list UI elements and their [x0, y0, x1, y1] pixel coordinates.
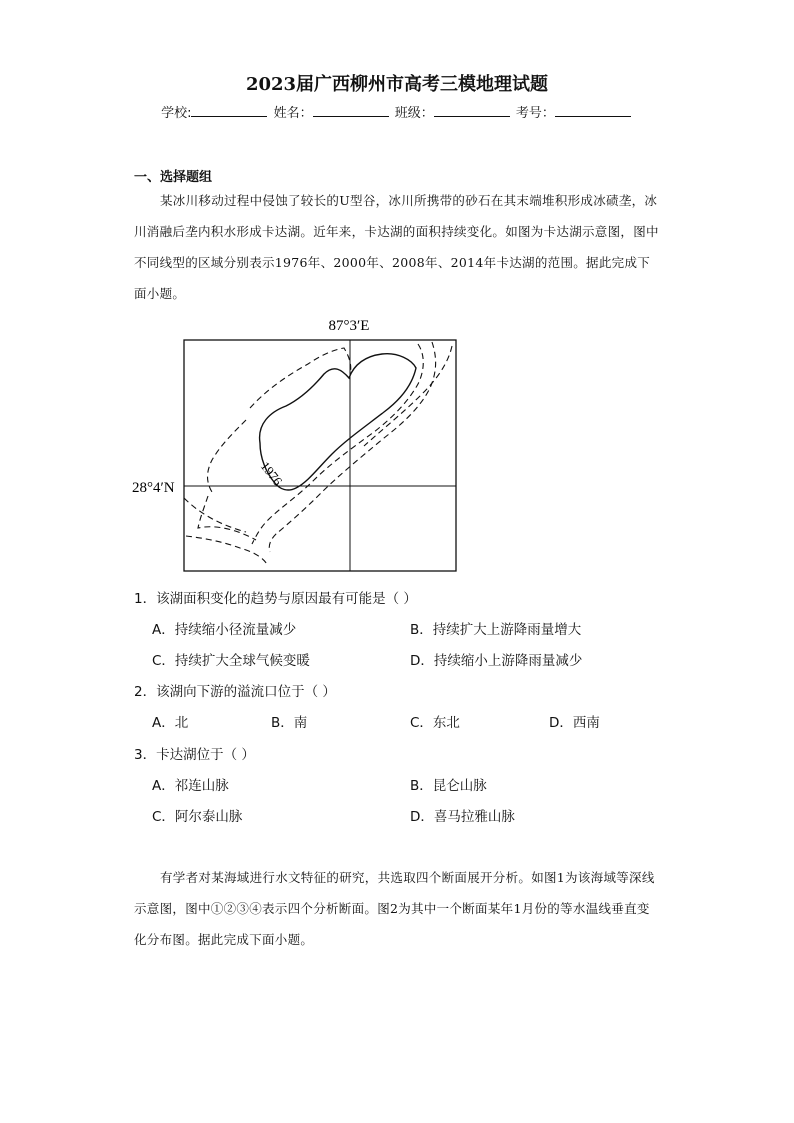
- question-3-option-c[interactable]: C．阿尔泰山脉: [152, 809, 243, 825]
- class-label: 班级：: [394, 106, 434, 121]
- year-label-1976: 1976: [257, 458, 286, 489]
- lake-outline-dashed-b: [252, 344, 423, 544]
- map-frame: [184, 340, 456, 571]
- question-2-option-a[interactable]: A．北: [152, 715, 189, 731]
- school-blank[interactable]: [191, 104, 267, 117]
- name-blank[interactable]: [313, 104, 389, 117]
- lake-outline-dashed-a: [250, 348, 351, 408]
- question-2-option-d[interactable]: D．西南: [549, 715, 600, 731]
- lake-outline-dashed-h: [186, 536, 268, 566]
- question-1-option-d[interactable]: D．持续缩小上游降雨量减少: [410, 653, 583, 669]
- question-2-stem: 2．该湖向下游的溢流口位于（ ）: [134, 684, 336, 700]
- longitude-label: 87°3′E: [328, 318, 370, 334]
- question-3-option-d[interactable]: D．喜马拉雅山脉: [410, 809, 515, 825]
- lake-outline-1976: [257, 354, 416, 490]
- class-blank[interactable]: [434, 104, 510, 117]
- latitude-label: 28°4′N: [132, 480, 175, 496]
- lake-outline-dashed-f: [198, 496, 256, 540]
- question-3-option-a[interactable]: A．祁连山脉: [152, 778, 229, 794]
- name-label: 姓名：: [273, 106, 313, 121]
- question-1-option-a[interactable]: A．持续缩小径流量减少: [152, 622, 297, 638]
- lake-outline-dashed-e: [208, 420, 247, 492]
- question-3-stem: 3．卡达湖位于（ ）: [134, 747, 255, 763]
- exam-title: 2023届广西柳州市高考三模地理试题: [245, 74, 549, 95]
- lake-outline-dashed-d: [364, 346, 452, 446]
- exam-number-label: 考号：: [515, 106, 555, 121]
- passage-sea-area: 有学者对某海域进行水文特征的研究，共选取四个断面展开分析。如图1为该海域等深线示意图，图中①②③④表示四个分析断面。图2为其中一个断面某年1月份的等水温线垂直变化分布图。据此完成下面小题。: [134, 870, 655, 947]
- question-1-option-c[interactable]: C．持续扩大全球气候变暖: [152, 653, 310, 669]
- question-2-option-c[interactable]: C．东北: [410, 715, 460, 731]
- lake-outline-dashed-c: [269, 342, 435, 552]
- student-info-line: [0, 102, 794, 121]
- question-2-option-b[interactable]: B．南: [271, 715, 308, 731]
- question-1-option-b[interactable]: B．持续扩大上游降雨量增大: [410, 622, 582, 638]
- section-title: 一、选择题组: [134, 170, 213, 185]
- lake-map: [120, 312, 480, 576]
- passage-glacier-lake: 某冰川移动过程中侵蚀了较长的U型谷，冰川所携带的砂石在其末端堆积形成冰碛垄，冰川消融后垄内积水形成卡达湖。近年来，卡达湖的面积持续变化。如图为卡达湖示意图，图中不同线型的区域分别表示1976年、2000年、2008年、2014年卡达湖的范围。据此完成下面小题。: [134, 193, 659, 301]
- school-label: 学校:: [161, 106, 192, 121]
- question-3-option-b[interactable]: B．昆仑山脉: [410, 778, 487, 794]
- question-1-stem: 1．该湖面积变化的趋势与原因最有可能是（ ）: [134, 591, 417, 607]
- exam-number-blank[interactable]: [555, 104, 631, 117]
